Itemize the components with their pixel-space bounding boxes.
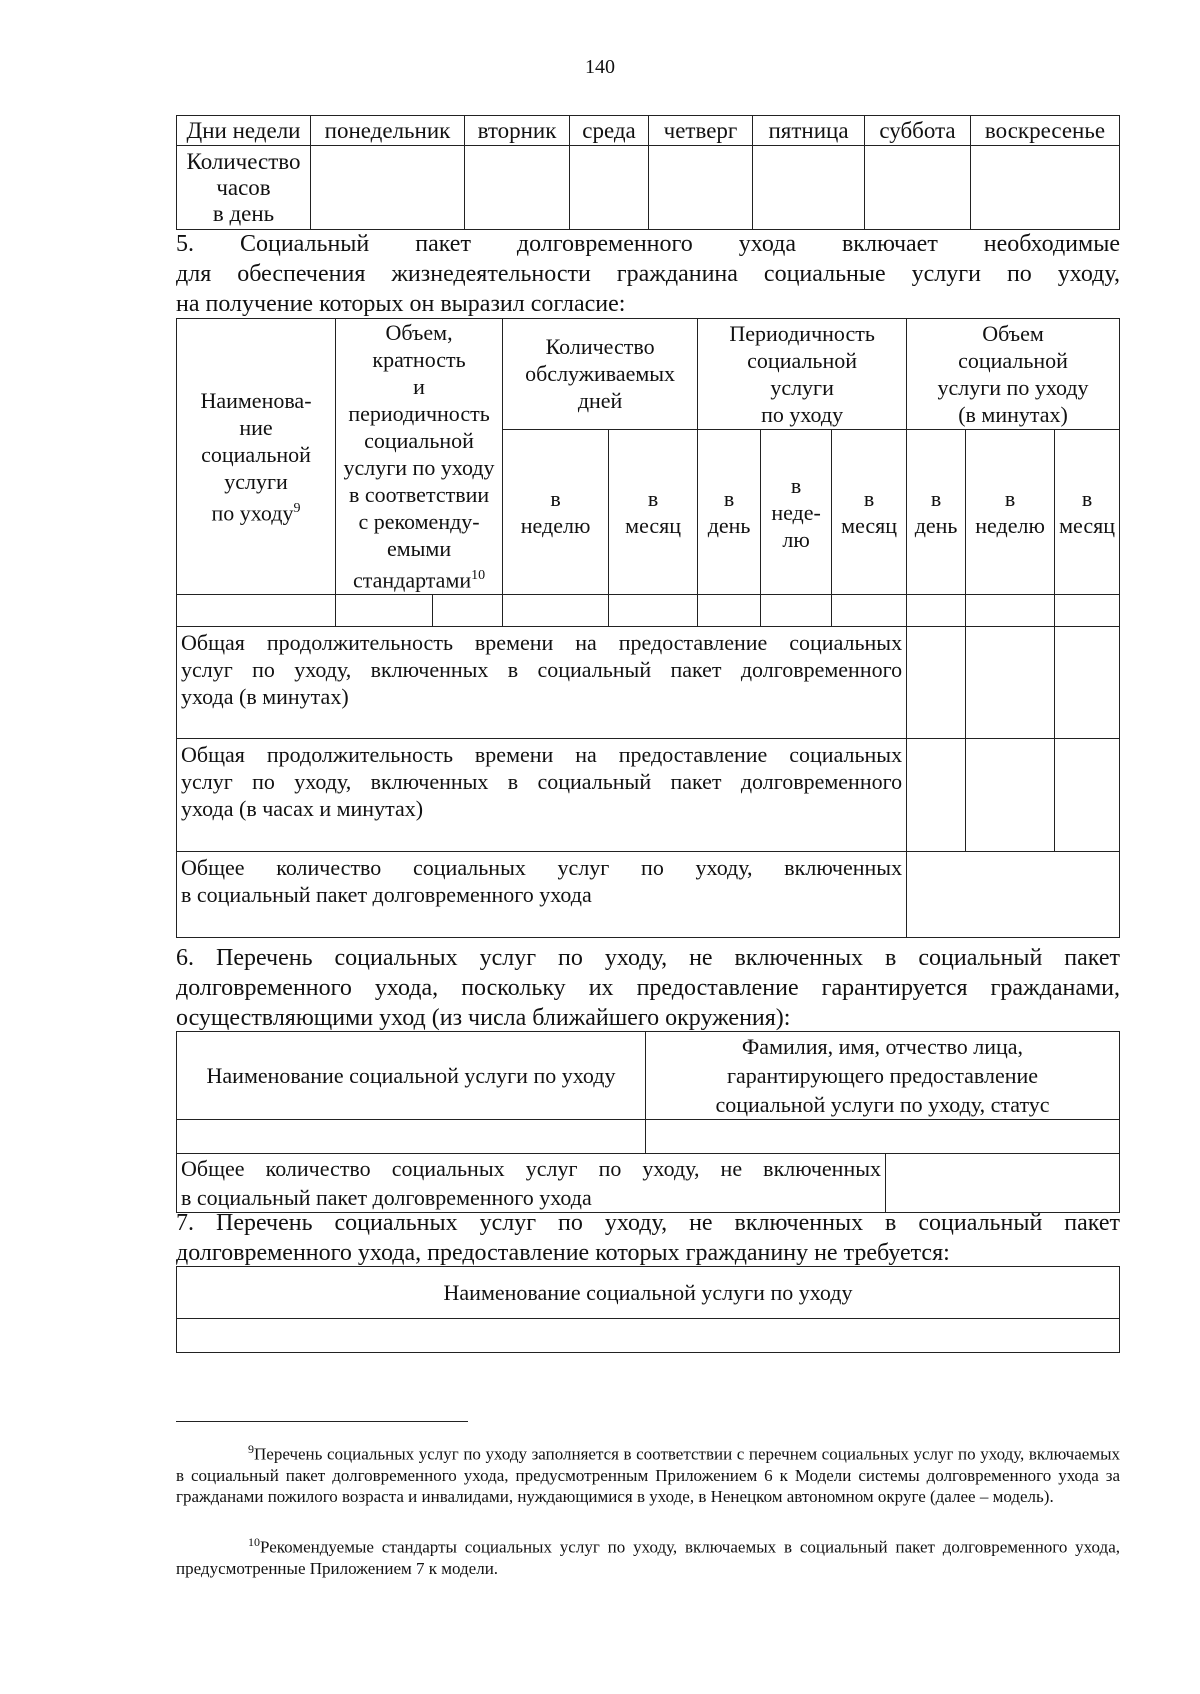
col-days: Количество обслуживаемых дней (503, 319, 698, 430)
table-cell (433, 595, 503, 627)
table-cell (698, 595, 761, 627)
page-number: 140 (585, 56, 615, 78)
day-saturday: суббота (865, 116, 971, 146)
footnote-10 (176, 1532, 1120, 1579)
footnote-10-text: Рекомендуемые стандарты социальных услуг по уходу, включаемых в социальный пакет долговременного ухода, предусмотренные Приложением 7 к модели. (176, 1537, 1120, 1578)
table-cell (761, 595, 832, 627)
total-count-value (907, 852, 1120, 938)
hours-cell (311, 146, 465, 230)
col-service-name: Наименование социальной услуги по уходу (177, 1267, 1120, 1319)
not-included-guaranteed-table (176, 1031, 1120, 1213)
section5-paragraph: 5. Социальный пакет долговременного ухода включает необходимые для обеспечения жизнедеятельности гражданина социальные услуги по уходу, на получение которых он выразил согласие: (176, 231, 1120, 317)
sub-period-day: в день (698, 430, 761, 595)
footnote-mark-10: 10 (248, 1535, 260, 1549)
total-hours-day (907, 739, 966, 852)
day-tuesday: вторник (465, 116, 570, 146)
day-friday: пятница (753, 116, 865, 146)
total-count-label: Общее количество социальных услуг по уходу, включенных в социальный пакет долговременного ухода (177, 852, 907, 938)
hours-cell (570, 146, 649, 230)
col-service-name: Наименование социальной услуги по уходу (177, 1032, 646, 1120)
section7-paragraph: 7. Перечень социальных услуг по уходу, не включенных в социальный пакет долговременного ухода, предоставление которых гражданину не требуется: (176, 1210, 1120, 1266)
total-minutes-week (966, 627, 1055, 739)
table-cell (177, 1120, 646, 1154)
sub-days-month: в месяц (609, 430, 698, 595)
sub-minutes-day: в день (907, 430, 966, 595)
table-cell (177, 595, 336, 627)
day-monday: понедельник (311, 116, 465, 146)
schedule-table (176, 115, 1120, 230)
section6-paragraph: 6. Перечень социальных услуг по уходу, не включенных в социальный пакет долговременного ухода, поскольку их предоставление гарантируется гражданами, осуществляющими уход (из числа ближайшего окружения): (176, 945, 1120, 1031)
hours-cell (465, 146, 570, 230)
table-cell (1055, 595, 1120, 627)
day-wednesday: среда (570, 116, 649, 146)
col-minutes: Объем социальной услуги по уходу (в минутах) (907, 319, 1120, 430)
footnote-ref-9: 9 (293, 500, 301, 516)
total-minutes-label: Общая продолжительность времени на предоставление социальных услуг по уходу, включенных в социальный пакет долговременного ухода (в минутах) (177, 627, 907, 739)
schedule-header-label: Дни недели (177, 116, 311, 146)
footnote-separator (176, 1421, 468, 1422)
total-not-included-label: Общее количество социальных услуг по уходу, не включенных в социальный пакет долговременного ухода (177, 1154, 886, 1213)
footnote-9-text: Перечень социальных услуг по уходу заполняется в соответствии с перечнем социальных услуг по уходу, включаемых в социальный пакет долговременного ухода, предусмотренным Приложением 6 к Модели системы долговременного ухода за гражданами пожилого возраста и инвалидами, нуждающимися в уходе, в Ненецком автономном округе (далее – модель). (176, 1444, 1120, 1506)
sub-days-week: в неделю (503, 430, 609, 595)
hours-per-day-label: Количество часов в день (177, 146, 311, 230)
col-volume: Объем, кратность и периодичность социальной услуги по уходу в соответствии с рекоменду- емыми стандартами$^{10}$ (336, 319, 503, 595)
total-hours-week (966, 739, 1055, 852)
sub-minutes-week: в неделю (966, 430, 1055, 595)
hours-cell (649, 146, 753, 230)
care-package-table (176, 318, 1120, 938)
total-minutes-month (1055, 627, 1120, 739)
day-thursday: четверг (649, 116, 753, 146)
total-hours-label: Общая продолжительность времени на предоставление социальных услуг по уходу, включенных в социальный пакет долговременного ухода (в часах и минутах) (177, 739, 907, 852)
hours-cell (971, 146, 1120, 230)
total-not-included-value (886, 1154, 1120, 1213)
sub-period-month: в месяц (832, 430, 907, 595)
table-cell (177, 1319, 1120, 1353)
col-service-name: Наименова- ние социальной услуги по уходу$^9$ (177, 319, 336, 595)
hours-cell (753, 146, 865, 230)
col-guarantor: Фамилия, имя, отчество лица, гарантирующего предоставление социальной услуги по уходу, статус (646, 1032, 1120, 1120)
total-minutes-day (907, 627, 966, 739)
not-required-table (176, 1266, 1120, 1353)
sub-period-week: в неде- лю (761, 430, 832, 595)
table-cell (966, 595, 1055, 627)
total-hours-month (1055, 739, 1120, 852)
day-sunday: воскресенье (971, 116, 1120, 146)
hours-cell (865, 146, 971, 230)
table-cell (907, 595, 966, 627)
table-cell (336, 595, 433, 627)
footnote-ref-10: 10 (471, 568, 486, 583)
footnote-9 (176, 1439, 1120, 1507)
table-cell (503, 595, 609, 627)
table-cell (832, 595, 907, 627)
sub-minutes-month: в месяц (1055, 430, 1120, 595)
table-cell (609, 595, 698, 627)
col-periodicity: Периодичность социальной услуги по уходу (698, 319, 907, 430)
table-cell (646, 1120, 1120, 1154)
footnote-mark-9: 9 (248, 1442, 254, 1456)
